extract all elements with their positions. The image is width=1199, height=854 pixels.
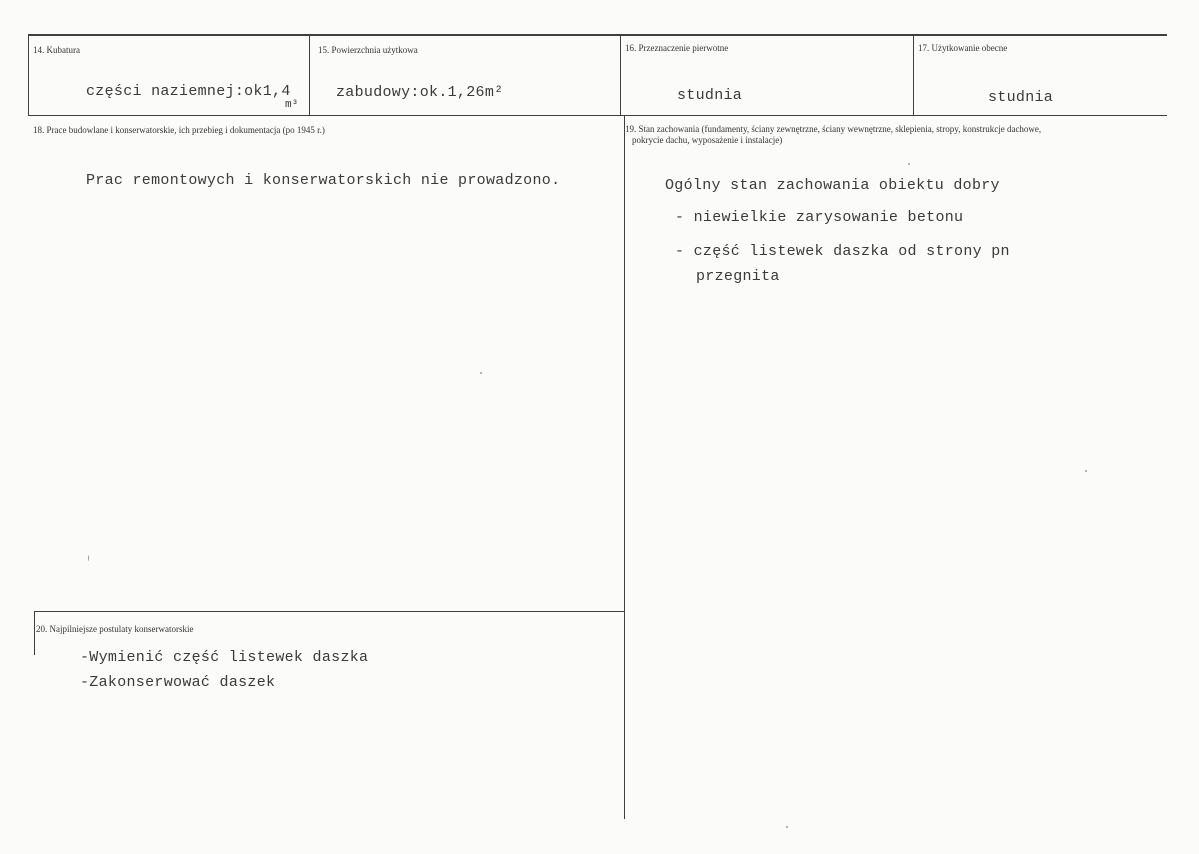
- field-16-value: studnia: [677, 87, 743, 104]
- field-20-item: -Wymienić część listewek daszka: [80, 649, 369, 666]
- paper-speck: [480, 372, 482, 374]
- field-14-label: 14. Kubatura: [33, 45, 80, 55]
- field-18-value: Prac remontowych i konserwatorskich nie prowadzono.: [86, 172, 561, 189]
- field-19-item: - część listewek daszka od strony pn: [675, 243, 1010, 260]
- field-20-label: 20. Najpilniejsze postulaty konserwatorskie: [36, 624, 194, 634]
- center-vertical-rule: [624, 116, 625, 819]
- paper-speck: [88, 555, 89, 561]
- field-19-summary: Ogólny stan zachowania obiektu dobry: [665, 177, 1000, 194]
- field-15-label: 15. Powierzchnia użytkowa: [318, 45, 418, 55]
- divider-16-17: [913, 35, 914, 116]
- field-19-item: - niewielkie zarysowanie betonu: [675, 209, 964, 226]
- left-rule: [28, 34, 29, 116]
- paper-speck: [786, 826, 788, 828]
- divider-14-15: [309, 35, 310, 116]
- section-20-top-rule: [34, 611, 625, 612]
- field-17-value: studnia: [988, 89, 1054, 106]
- divider-15-16: [620, 35, 621, 116]
- field-15-value: zabudowy:ok.1,26m²: [336, 84, 504, 101]
- field-19-label-continued: pokrycie dachu, wyposażenie i instalacje): [632, 135, 783, 145]
- paper-speck: [1085, 470, 1087, 472]
- top-rule: [28, 34, 1167, 36]
- section-20-left-rule: [34, 611, 35, 655]
- field-19-item-continued: przegnita: [696, 268, 780, 285]
- field-18-label: 18. Prace budowlane i konserwatorskie, ich przebieg i dokumentacja (po 1945 r.): [33, 125, 325, 135]
- field-14-unit: m³: [285, 99, 299, 111]
- field-20-item: -Zakonserwować daszek: [80, 674, 276, 691]
- field-14-value: części naziemnej:ok1,4: [86, 83, 291, 100]
- paper-speck: [908, 163, 910, 165]
- field-17-label: 17. Użytkowanie obecne: [918, 43, 1008, 53]
- header-bottom-rule: [28, 115, 1167, 116]
- field-19-label: 19. Stan zachowania (fundamenty, ściany zewnętrzne, ściany wewnętrzne, sklepienia, stropy, konstrukcje dachowe,: [625, 124, 1042, 134]
- field-16-label: 16. Przeznaczenie pierwotne: [625, 43, 729, 53]
